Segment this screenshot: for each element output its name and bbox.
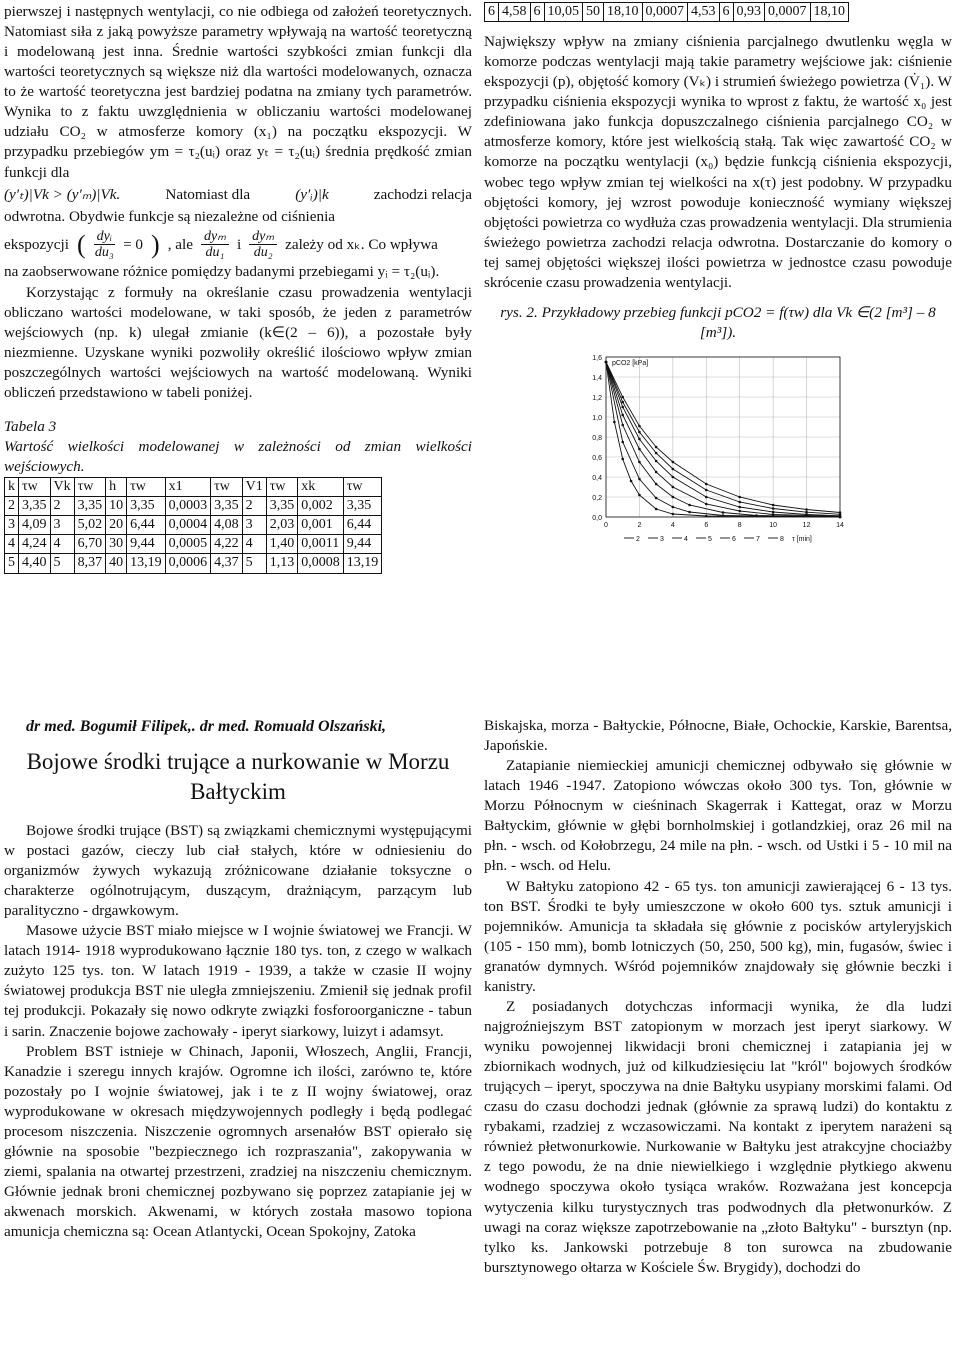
- y-tick-label: 1,6: [592, 355, 602, 363]
- table-cell: 2: [242, 497, 266, 516]
- paragraph: Bojowe środki trujące (BST) są związkami chemicznymi występującymi w postaci gazów, cieczy lub ciał stałych, które w odniesieniu do organizmów żywych wykazują zróżnicowane działanie toksyczne o charakterze ogólnotrującym, duszącym, drażniącym, parzącym lub paralityczno - drgawkowym.: [4, 821, 472, 920]
- data-point: [655, 460, 658, 463]
- fraction-denominator: du₃: [94, 245, 114, 261]
- table-cell: 6: [719, 3, 733, 22]
- table-cell: 4,37: [211, 554, 243, 573]
- y-tick-label: 1,2: [592, 395, 602, 403]
- table-cell: 5: [50, 554, 74, 573]
- table-cell: 1,40: [266, 535, 298, 554]
- data-point: [705, 496, 708, 499]
- series-line: [606, 362, 840, 514]
- series-line: [606, 362, 840, 517]
- table-cell: 4,40: [19, 554, 51, 573]
- table-caption: Wartość wielkości modelowanej w zależności od zmian wielkości wejściowych.: [4, 437, 472, 476]
- equation-prefix: ekspozycji: [4, 235, 69, 253]
- data-point: [805, 511, 808, 514]
- equation-text: zależy od xₖ. Co wpływa: [285, 235, 438, 253]
- table-row: [5, 554, 382, 573]
- table-header: τw: [19, 478, 51, 497]
- table-cell: 13,19: [343, 554, 382, 573]
- data-point: [772, 507, 775, 510]
- legend-label: 6: [732, 536, 736, 544]
- bottom-left-column: [4, 716, 472, 1242]
- table-row: [5, 535, 382, 554]
- data-point: [738, 496, 741, 499]
- data-point: [621, 458, 624, 461]
- equation-text: zachodzi relacja: [373, 185, 472, 203]
- fraction-denominator: du₁: [205, 245, 225, 261]
- table-header: xk: [298, 478, 344, 497]
- data-point: [621, 441, 624, 444]
- paragraph: na zaobserwowane różnice pomiędzy badanymi przebiegami yᵢ = τ₂(uᵢ).: [4, 263, 440, 281]
- table-cell: 4,53: [688, 3, 720, 22]
- data-point: [672, 513, 675, 516]
- equation-derivatives: [4, 229, 472, 261]
- table-cell: 0,0007: [765, 3, 811, 22]
- table-cell: 5: [242, 554, 266, 573]
- table-cell: 0,0008: [298, 554, 344, 573]
- paren-glyph: (: [76, 229, 86, 259]
- table-cell: 0,0006: [165, 554, 211, 573]
- data-point: [738, 506, 741, 509]
- y-tick-label: 0,0: [592, 515, 602, 523]
- series-line: [606, 362, 840, 517]
- data-point: [722, 514, 725, 517]
- data-point: [638, 461, 641, 464]
- fraction: [249, 229, 277, 261]
- series-line: [606, 362, 840, 517]
- data-point: [621, 424, 624, 427]
- data-point: [621, 401, 624, 404]
- table-cell: 3: [5, 516, 19, 535]
- x-tick-label: 10: [769, 522, 778, 530]
- pco2-chart: [570, 349, 870, 544]
- table-cell: 0,0007: [642, 3, 688, 22]
- table-cell: 0,0005: [165, 535, 211, 554]
- data-point: [705, 489, 708, 492]
- table-header: x1: [165, 478, 211, 497]
- table-cell: 30: [106, 535, 127, 554]
- x-tick-label: 6: [704, 522, 709, 530]
- paragraph: Z posiadanych dotychczas informacji wynika, że dla ludzi najgroźniejszym BST zatopionym w morzach jest iperyt siarkowy. W wyniku powojennej likwidacji broni chemicznej i zatapiania jej w zbiornikach wodnych, już od kilkudziesięciu lat "król" bojowych środków trujących – iperyt, spoczywa na dnie Bałtyku usypiany morskimi falami. Od czasu do czasu dochodzi jednak (głównie za sprawą ludzi) do kontaktu z rybakami, rzadziej z wczasowiczami. Na kontakt z iperytem narażeni są również płetwonurkowie. Nurkowanie w Bałtyku jest atrakcyjne chociażby z tego powodu, że na dnie niewielkiego i względnie płytkiego akwenu wodnego spoczywa około tysiąca wraków. Rozważana jest koncepcja wytyczenia kilku turystycznych tras podwodnych dla płetwonurków. Z uwagi na coraz większe zapotrzebowanie na „złoto Bałtyku" - bursztyn (np. tylko ks. Jankowski potrzebuje 8 ton surowca na zbudowanie bursztynowego ołtarza w Kościele Św. Brygidy), dochodzi do: [484, 997, 952, 1276]
- table-cell: 13,19: [127, 554, 166, 573]
- y-tick-label: 0,4: [592, 475, 602, 483]
- results-table: [4, 477, 382, 573]
- table-cell: 6,70: [74, 535, 106, 554]
- x-tick-label: 2: [637, 522, 642, 530]
- data-point: [672, 486, 675, 489]
- equation-text: , ale: [167, 235, 193, 253]
- table-cell: 2,03: [266, 516, 298, 535]
- table-row: [5, 516, 382, 535]
- table-cell: 50: [583, 3, 604, 22]
- data-point: [688, 504, 691, 507]
- data-point: [655, 446, 658, 449]
- data-point: [638, 438, 641, 441]
- data-point: [672, 496, 675, 499]
- x-tick-label: 12: [802, 522, 811, 530]
- equation-velocity-relation: [4, 185, 472, 205]
- table-header: V1: [242, 478, 266, 497]
- series-line: [606, 362, 840, 516]
- paragraph: Korzystając z formuły na określanie czasu prowadzenia wentylacji obliczano wartości modelowane, w taki sposób, że jeden z parametrów wejściowych (np. k) ulegał zmianie (k∈(2 – 6)), a pozostałe były niezmienne. Uzyskane wyniki pozwoliły określić ilościowo wpływ zmian poszczególnych wartości wejściowych na wartość modelowaną. Wyniki obliczeń przedstawiono w tabeli poniżej.: [4, 283, 472, 401]
- data-point: [621, 396, 624, 399]
- table-cell: 10,05: [544, 3, 583, 22]
- table-cell: 3: [50, 516, 74, 535]
- legend-label: 5: [708, 536, 712, 544]
- fraction-denominator: du₂: [253, 245, 273, 261]
- y-tick-label: 1,0: [592, 415, 602, 423]
- table-cell: 3: [242, 516, 266, 535]
- table-cell: 3,35: [266, 497, 298, 516]
- table-header: τw: [74, 478, 106, 497]
- left-top-column: [4, 2, 472, 574]
- data-point: [805, 508, 808, 511]
- table-header-row: [5, 478, 382, 497]
- data-point: [772, 511, 775, 514]
- fraction: [201, 229, 229, 261]
- equation-text: Natomiast dla: [165, 185, 251, 203]
- table-cell: 4: [50, 535, 74, 554]
- authors: dr med. Bogumił Filipek,. dr med. Romuald Olszański,: [26, 718, 387, 735]
- paragraph: Problem BST istnieje w Chinach, Japonii, Włoszech, Anglii, Francji, Kanadzie i szeregu innych krajów. Ogromne ich ilości, zarówno te, które pozostały po I wojnie światowej, jak i te z II wojny światowej, oraz wyprodukowane w okresach międzywojennych podległy i będą podlegać procesom niszczenia. Niszczenie ogromnych arsenałów BST opierało się głównie na sposobie "bezpiecznego ich rozpraszania", zakopywania w ziemi, spalania na otwartej przestrzeni, zradziej na niszczeniu chemicznym. Głównie jednak broni chemicznej pozbywano się poprzez zatapianie jej w akwenach morskich. Akwenami, w których została masowo topiona amunicja chemiczna są: Ocean Atlantycki, Ocean Spokojny, Zatoka: [4, 1042, 472, 1241]
- data-point: [655, 452, 658, 455]
- x-tick-label: 4: [670, 522, 675, 530]
- table-cell: 0,001: [298, 516, 344, 535]
- table-cell: 4,58: [499, 3, 531, 22]
- table-cell: 0,002: [298, 497, 344, 516]
- data-point: [655, 483, 658, 486]
- table-header: τw: [211, 478, 243, 497]
- results-table-continued: [484, 2, 849, 22]
- data-point: [621, 406, 624, 409]
- bottom-right-column: [484, 716, 952, 1278]
- table-cell: 6,44: [127, 516, 166, 535]
- table-header: h: [106, 478, 127, 497]
- fraction-numerator: dyᵢ: [94, 229, 115, 245]
- table-header: τw: [266, 478, 298, 497]
- table-cell: 20: [106, 516, 127, 535]
- data-point: [638, 494, 641, 497]
- table-cell: 0,0004: [165, 516, 211, 535]
- data-point: [655, 508, 658, 511]
- table-cell: 1,13: [266, 554, 298, 573]
- y-tick-label: 0,6: [592, 455, 602, 463]
- x-tick-label: 14: [836, 522, 844, 530]
- y-axis-label: pCO2 [kPa]: [612, 360, 649, 368]
- data-point: [705, 515, 708, 518]
- data-point: [705, 483, 708, 486]
- data-point: [772, 513, 775, 516]
- table-row: [5, 497, 382, 516]
- data-point: [638, 478, 641, 481]
- data-point: [688, 511, 691, 514]
- legend-label: 3: [660, 536, 664, 544]
- legend-label: 8: [780, 536, 784, 544]
- equation-text: = 0: [123, 235, 144, 253]
- equation-text: i: [236, 235, 242, 253]
- table-cell: 18,10: [604, 3, 643, 22]
- data-point: [805, 513, 808, 516]
- data-point: [621, 414, 624, 417]
- table-cell: 0,93: [733, 3, 765, 22]
- paragraph: pierwszej i następnych wentylacji, co nie odbiega od założeń teoretycznych. Natomiast siła z jaką powyższe parametry wpływają na wartość teoretyczną i modelowaną jest inna. Średnie wartości szybkości zmian funkcji dla wartości teoretycznych są większe niż dla wartości modelowanych, oznacza to że wartość teoretyczna jest bardziej podatna na zmiany tych parametrów. Wynika to z faktu uwzględnienia w obliczaniu wartości modelowanej udziału CO₂ w atmosferze komory (x₁) na początku ekspozycji. W przypadku przebiegów ym = τ₂(uᵢ) oraz yₜ = τ₂(uᵢ) średnia prędkość zmian funkcji dla: [4, 3, 472, 181]
- data-point: [738, 501, 741, 504]
- x-tick-label: 0: [604, 522, 608, 530]
- table-cell: 3,35: [343, 497, 382, 516]
- x-tick-label: 8: [737, 522, 742, 530]
- table-cell: 3,35: [127, 497, 166, 516]
- paragraph: W Bałtyku zatopiono 42 - 65 tys. ton amunicji zawierającej 6 - 13 tys. ton BST. Środki te były umieszczone w około 600 tys. sztuk amunicji i pojemników. Amunicja ta składała się głównie z pocisków artyleryjskich (105 - 150 mm), bomb lotniczych (50, 250, 500 kg), min, fugasów, świec i granatów dymnych. Wśród pojemników znajdowały się głównie beczki i kanistry.: [484, 877, 952, 995]
- data-point: [605, 361, 608, 364]
- table-cell: 4,09: [19, 516, 51, 535]
- table-header: τw: [127, 478, 166, 497]
- table-cell: 6: [530, 3, 544, 22]
- paragraph: odwrotna. Obydwie funkcje są niezależne od ciśnienia: [4, 207, 336, 225]
- y-tick-label: 1,4: [592, 375, 602, 383]
- equation-right: (y′ᵢ)|k: [295, 185, 329, 203]
- y-tick-label: 0,2: [592, 495, 602, 503]
- data-point: [638, 448, 641, 451]
- data-point: [672, 468, 675, 471]
- data-point: [839, 511, 842, 514]
- table-row: [485, 3, 849, 22]
- paragraph: Masowe użycie BST miało miejsce w I wojnie światowej we Francji. W latach 1914- 1918 wyprodukowano łącznie 180 tys. ton, z czego w walkach zużyto 125 tys. ton. W latach 1919 - 1939, a także w czasie II wojny światowej produkcja BST nie uległa zmniejszeniu. Zmienił się jednak profil tej produkcji. Pokazały się nowo odkryte związki fosforoorganiczne - tabun i sarin. Znaczenie bojowe zachowały - iperyt siarkowy, luizyt i adamsyt.: [4, 922, 472, 1040]
- table-cell: 2: [5, 497, 19, 516]
- table-cell: 0,0003: [165, 497, 211, 516]
- paragraph: Zatapianie niemieckiej amunicji chemicznej odbywało się głównie w latach 1946 -1947. Zatopiono wówczas około 300 tys. Ton, głównie w Morzu Północnym w cieśninach Skagerrak i Kattegat, oraz w Morzu Bałtyckim, głównie w głębi bornholmskiej i gotlandzkiej, oraz 26 mil na płn. - wsch. od Kołobrzegu, 24 mile na płn. - wsch. od Ustki i 5 - 10 mil na płn. - wsch. od Helu.: [484, 757, 952, 875]
- paren-glyph: ): [151, 229, 160, 259]
- x-axis-label: τ [min]: [792, 536, 812, 544]
- table-cell: 18,10: [810, 3, 849, 22]
- table-label: Tabela 3: [4, 417, 57, 435]
- table-cell: 5,02: [74, 516, 106, 535]
- table-cell: 2: [50, 497, 74, 516]
- table-cell: 10: [106, 497, 127, 516]
- y-tick-label: 0,8: [592, 435, 602, 443]
- table-cell: 4,24: [19, 535, 51, 554]
- legend-label: 2: [636, 536, 640, 544]
- table-cell: 6: [485, 3, 499, 22]
- data-point: [705, 503, 708, 506]
- fraction-numerator: dyₘ: [249, 229, 277, 245]
- data-point: [772, 504, 775, 507]
- article-title: Bojowe środki trujące a nurkowanie w Morzu Bałtyckim: [26, 749, 450, 804]
- data-point: [738, 510, 741, 513]
- table-header: k: [5, 478, 19, 497]
- data-point: [655, 497, 658, 500]
- equation-left: (y′ₜ)|Vk > (y′ₘ)|Vk.: [4, 185, 121, 203]
- figure-caption: rys. 2. Przykładowy przebieg funkcji pCO2 = f(τw) dla Vk ∈(2 [m³] – 8 [m³]).: [500, 303, 936, 341]
- data-point: [755, 514, 758, 517]
- table-cell: 3,35: [211, 497, 243, 516]
- fraction-numerator: dyₘ: [201, 229, 229, 245]
- data-point: [630, 480, 633, 483]
- table-cell: 3,35: [74, 497, 106, 516]
- table-header: Vk: [50, 478, 74, 497]
- table-cell: 9,44: [127, 535, 166, 554]
- data-point: [672, 476, 675, 479]
- data-point: [613, 421, 616, 424]
- table-cell: 4,22: [211, 535, 243, 554]
- table-cell: 9,44: [343, 535, 382, 554]
- data-point: [638, 431, 641, 434]
- table-cell: 40: [106, 554, 127, 573]
- table-header: τw: [343, 478, 382, 497]
- legend-label: 4: [684, 536, 688, 544]
- table-cell: 5: [5, 554, 19, 573]
- data-point: [638, 425, 641, 428]
- table-cell: 4: [5, 535, 19, 554]
- series-line: [606, 362, 840, 517]
- table-cell: 8,37: [74, 554, 106, 573]
- paragraph: Biskajska, morza - Bałtyckie, Północne, Białe, Ochockie, Karskie, Barentsa, Japońskie.: [484, 717, 952, 755]
- data-point: [655, 471, 658, 474]
- paragraph: Największy wpływ na zmiany ciśnienia parcjalnego dwutlenku węgla w komorze podczas wentylacji mają takie parametry wejściowe jak: ciśnienie ekspozycji (p), objętość komory (Vₖ) i strumień świeżego powietrza (V̇₁). W przypadku ciśnienia ekspozycji wynika to wprost z faktu, że wartość x₀ jest zdefiniowana jako funkcja dopuszczalnego ciśnienia parcjalnego CO₂ w atmosferze komory, które jest wielkością stałą. Tak więc zawartość CO₂ w komorze na początku wentylacji (x₀) będzie funkcją ciśnienia ekspozycji, wobec tego wpływ zmian tej wielkości na x(τ) jest podobny. W przypadku objętości komory, jej wzrost powoduje konieczność wymiany większej objętości powietrza co wydłuża czas prowadzenia wentylacji. Dla strumienia świeżego powietrza zachodzi relacja odwrotna. Dostarczanie do komory o tej samej objętości większej ilości powietrza w jednostce czasu powoduje skrócenie czasu prowadzenia wentylacji.: [484, 33, 952, 291]
- fraction: [94, 229, 115, 261]
- data-point: [672, 461, 675, 464]
- data-point: [722, 511, 725, 514]
- right-top-column: [484, 2, 952, 544]
- legend-label: 7: [756, 536, 760, 544]
- data-point: [672, 506, 675, 509]
- table-cell: 6,44: [343, 516, 382, 535]
- table-cell: 4: [242, 535, 266, 554]
- table-cell: 0,0011: [298, 535, 344, 554]
- table-cell: 4,08: [211, 516, 243, 535]
- table-cell: 3,35: [19, 497, 51, 516]
